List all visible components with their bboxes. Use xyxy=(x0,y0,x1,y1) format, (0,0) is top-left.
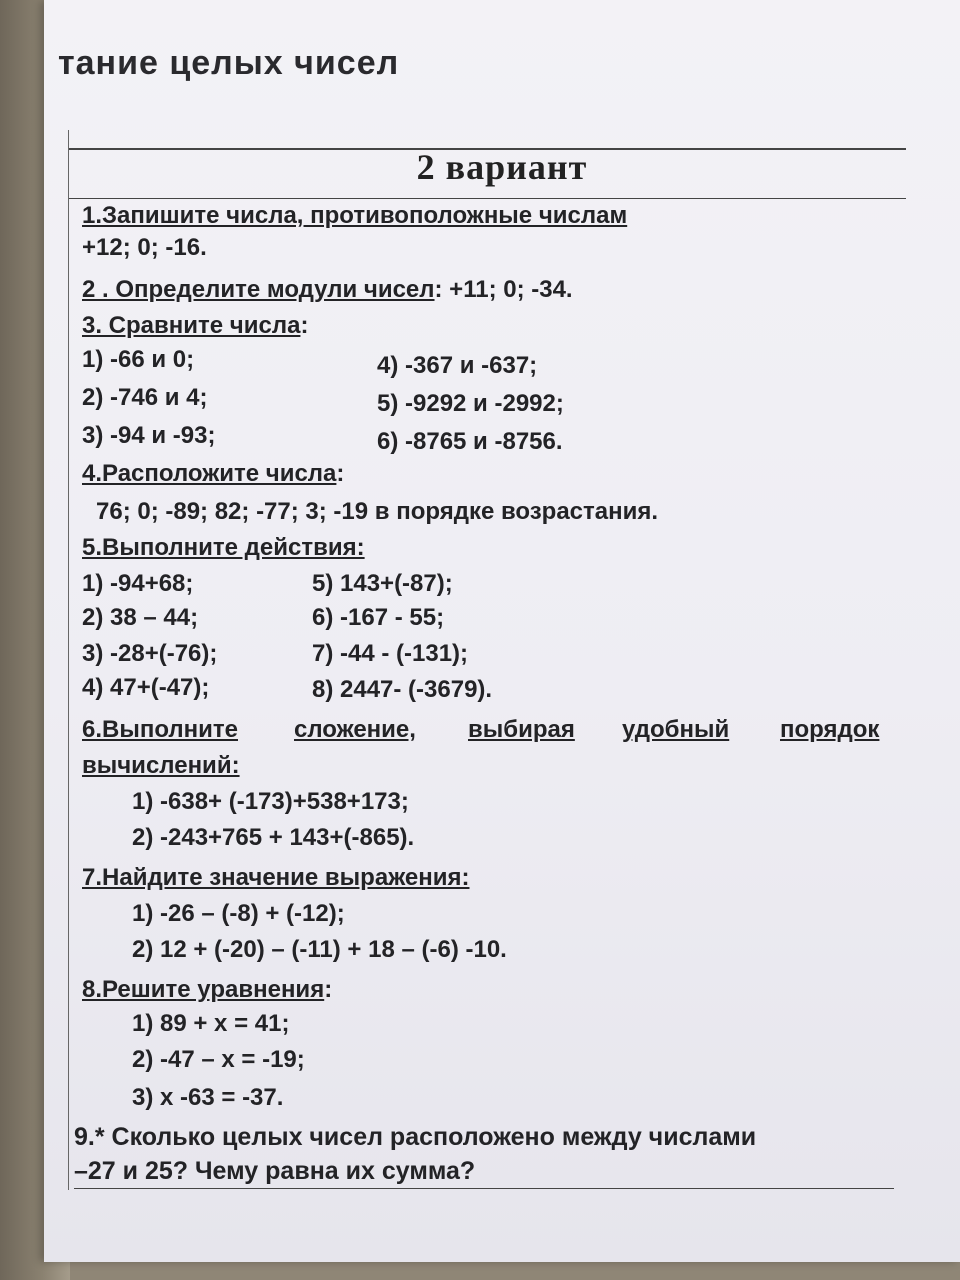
task8-item: 3) x -63 = -37. xyxy=(132,1084,284,1111)
task8-item: 2) -47 – x = -19; xyxy=(132,1046,305,1073)
task5-item: 4) 47+(-47); xyxy=(82,674,210,701)
task5-item: 5) 143+(-87); xyxy=(312,570,453,597)
table-left-border xyxy=(68,130,69,1190)
task8-colon: : xyxy=(324,976,333,1003)
task5-item: 7) -44 - (-131); xyxy=(312,640,469,667)
task5-item: 2) 38 – 44; xyxy=(82,604,199,631)
task8-item: 1) 89 + x = 41; xyxy=(132,1010,290,1037)
task4-colon: : xyxy=(336,460,345,487)
task8-title-line xyxy=(82,972,332,1007)
task9-line2: –27 и 25? Чему равна их сумма? xyxy=(74,1157,476,1185)
task5-item: 6) -167 - 55; xyxy=(312,604,445,631)
task2-numbers: : +11; 0; -34. xyxy=(434,276,573,303)
task3-colon: : xyxy=(300,312,309,339)
task2-line xyxy=(82,272,573,307)
page-heading: тание целых чисел xyxy=(58,44,400,82)
task9-line1: 9.* Сколько целых чисел расположено между числами xyxy=(74,1123,757,1151)
task6-title-word: 6.Выполните xyxy=(82,716,238,743)
task6-item: 1) -638+ (-173)+538+173; xyxy=(132,788,409,815)
task7-title: 7.Найдите значение выражения: xyxy=(82,864,470,891)
task5-item: 1) -94+68; xyxy=(82,570,194,597)
task3-title: 3. Сравните числа xyxy=(82,312,301,339)
task3-item: 6) -8765 и -8756. xyxy=(377,428,563,455)
task4-numbers: 76; 0; -89; 82; -77; 3; -19 в порядке возрастания. xyxy=(96,498,659,525)
task3-item: 4) -367 и -637; xyxy=(377,352,538,379)
variant-title: 2 вариант xyxy=(416,147,588,187)
task5-item: 8) 2447- (-3679). xyxy=(312,676,493,703)
task3-item: 2) -746 и 4; xyxy=(82,384,208,411)
task1-numbers: +12; 0; -16. xyxy=(82,234,207,261)
task4-title-line xyxy=(82,456,344,491)
task5-title: 5.Выполните действия: xyxy=(82,534,365,561)
task7-item: 2) 12 + (-20) – (-11) + 18 – (-6) -10. xyxy=(132,936,507,963)
task3-item: 3) -94 и -93; xyxy=(82,422,216,449)
task7-item: 1) -26 – (-8) + (-12); xyxy=(132,900,345,927)
task3-title-line xyxy=(82,308,308,343)
task8-title: 8.Решите уравнения xyxy=(82,976,325,1003)
task6-title-line2: вычислений: xyxy=(82,752,240,779)
task5-item: 3) -28+(-76); xyxy=(82,640,218,667)
task2-title: 2 . Определите модули чисел xyxy=(82,276,435,303)
task6-item: 2) -243+765 + 143+(-865). xyxy=(132,824,415,851)
task1-title: 1.Запишите числа, противоположные числам xyxy=(82,202,628,229)
task6-title-word: порядок xyxy=(780,716,880,743)
task3-item: 1) -66 и 0; xyxy=(82,346,195,373)
task6-title-word: удобный xyxy=(622,716,730,743)
task3-item: 5) -9292 и -2992; xyxy=(377,390,564,417)
task6-title-word: выбирая xyxy=(468,716,575,743)
task4-title: 4.Расположите числа xyxy=(82,460,337,487)
task6-title-word: сложение, xyxy=(294,716,416,743)
